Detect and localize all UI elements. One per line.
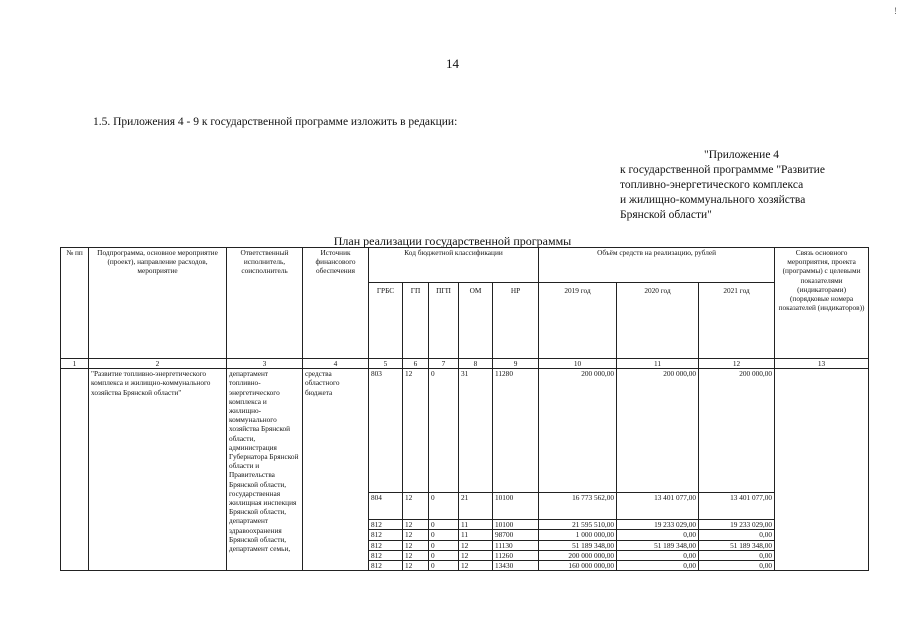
cell-grbs: 812 <box>369 561 403 571</box>
cell-grbs: 812 <box>369 550 403 560</box>
cell-nr: 10100 <box>493 493 539 520</box>
cell-om: 31 <box>459 369 493 493</box>
column-number: 1 <box>61 359 89 369</box>
cell-2020: 200 000,00 <box>617 369 699 493</box>
header-grbs: ГРБС <box>369 283 403 359</box>
cell-2021: 19 233 029,00 <box>699 520 775 530</box>
header-executor: Ответственный исполнитель, соисполнитель <box>227 248 303 359</box>
cell-npp <box>61 369 89 571</box>
cell-2021: 0,00 <box>699 550 775 560</box>
column-number: 10 <box>539 359 617 369</box>
header-budget-code: Код бюджетной классификации <box>369 248 539 283</box>
cell-2019: 200 000,00 <box>539 369 617 493</box>
header-om: ОМ <box>459 283 493 359</box>
header-name: Подпрограмма, основное мероприятие (проект), направление расходов, мероприятие <box>89 248 227 359</box>
cell-2019: 21 595 510,00 <box>539 520 617 530</box>
cell-2021: 13 401 077,00 <box>699 493 775 520</box>
cell-gp: 12 <box>403 493 429 520</box>
column-number: 11 <box>617 359 699 369</box>
cell-pgp: 0 <box>429 540 459 550</box>
column-number: 6 <box>403 359 429 369</box>
cell-executor: департамент топливно-энергетического комплекса и жилищно-коммунального хозяйства Брянской области, администрация Губернатора Брянской области и Правительства Брянской области, государственная жилищная инспекция Брянской области, департамент здравоохранения Брянской области, департамент семьи, <box>227 369 303 571</box>
cell-2020: 51 189 348,00 <box>617 540 699 550</box>
cell-grbs: 803 <box>369 369 403 493</box>
cell-nr: 11260 <box>493 550 539 560</box>
header-nr: НР <box>493 283 539 359</box>
cell-link <box>775 369 869 571</box>
cell-nr: 10100 <box>493 520 539 530</box>
appendix-line: к государственной программме "Развитие <box>620 164 825 176</box>
cell-nr: 11280 <box>493 369 539 493</box>
header-gp: ГП <box>403 283 429 359</box>
cell-gp: 12 <box>403 550 429 560</box>
intro-paragraph: 1.5. Приложения 4 - 9 к государственной программе изложить в редакции: <box>93 116 458 128</box>
cell-source: средства областного бюджета <box>303 369 369 571</box>
column-number: 2 <box>89 359 227 369</box>
cell-2019: 160 000 000,00 <box>539 561 617 571</box>
appendix-line: и жилищно-коммунального хозяйства <box>620 194 806 206</box>
cell-program-name: "Развитие топливно-энергетического комплекса и жилищно-коммунального хозяйства Брянской области" <box>89 369 227 571</box>
cell-2019: 51 189 348,00 <box>539 540 617 550</box>
plan-title: План реализации государственной программы <box>333 234 572 248</box>
column-number: 12 <box>699 359 775 369</box>
appendix-heading <box>620 148 825 223</box>
header-npp: № пп <box>61 248 89 359</box>
cell-pgp: 0 <box>429 520 459 530</box>
column-number: 13 <box>775 359 869 369</box>
cell-om: 11 <box>459 530 493 540</box>
header-source: Источник финансового обеспечения <box>303 248 369 359</box>
column-number: 5 <box>369 359 403 369</box>
column-number: 3 <box>227 359 303 369</box>
appendix-line: Брянской области" <box>620 209 712 221</box>
column-number: 8 <box>459 359 493 369</box>
cell-om: 12 <box>459 561 493 571</box>
page-number: 14 <box>446 56 459 71</box>
cell-pgp: 0 <box>429 493 459 520</box>
cell-2021: 200 000,00 <box>699 369 775 493</box>
cell-nr: 11130 <box>493 540 539 550</box>
column-number: 9 <box>493 359 539 369</box>
cell-2020: 0,00 <box>617 561 699 571</box>
cell-2021: 51 189 348,00 <box>699 540 775 550</box>
cell-nr: 98700 <box>493 530 539 540</box>
cell-pgp: 0 <box>429 530 459 540</box>
header-2021: 2021 год <box>699 283 775 359</box>
cell-pgp: 0 <box>429 550 459 560</box>
column-number-row <box>61 359 869 369</box>
header-volume: Объём средств на реализацию, рублей <box>539 248 775 283</box>
table-header-row <box>61 248 869 283</box>
cell-om: 12 <box>459 540 493 550</box>
corner-mark: ! <box>894 6 897 16</box>
cell-gp: 12 <box>403 540 429 550</box>
table-row <box>61 369 869 493</box>
cell-pgp: 0 <box>429 369 459 493</box>
column-number: 4 <box>303 359 369 369</box>
cell-nr: 13430 <box>493 561 539 571</box>
plan-table <box>60 247 869 571</box>
cell-2021: 0,00 <box>699 530 775 540</box>
cell-gp: 12 <box>403 520 429 530</box>
cell-om: 11 <box>459 520 493 530</box>
cell-2020: 0,00 <box>617 550 699 560</box>
header-2020: 2020 год <box>617 283 699 359</box>
cell-grbs: 812 <box>369 530 403 540</box>
cell-gp: 12 <box>403 561 429 571</box>
cell-gp: 12 <box>403 530 429 540</box>
cell-2020: 13 401 077,00 <box>617 493 699 520</box>
cell-2019: 1 000 000,00 <box>539 530 617 540</box>
cell-pgp: 0 <box>429 561 459 571</box>
cell-grbs: 812 <box>369 540 403 550</box>
cell-grbs: 812 <box>369 520 403 530</box>
cell-2020: 0,00 <box>617 530 699 540</box>
cell-2021: 0,00 <box>699 561 775 571</box>
cell-om: 12 <box>459 550 493 560</box>
header-2019: 2019 год <box>539 283 617 359</box>
cell-om: 21 <box>459 493 493 520</box>
column-number: 7 <box>429 359 459 369</box>
cell-2020: 19 233 029,00 <box>617 520 699 530</box>
cell-2019: 200 000 000,00 <box>539 550 617 560</box>
header-pgp: ПГП <box>429 283 459 359</box>
appendix-line: "Приложение 4 <box>704 149 780 161</box>
cell-grbs: 804 <box>369 493 403 520</box>
cell-2019: 16 773 562,00 <box>539 493 617 520</box>
header-link: Связь основного мероприятия, проекта (программы) с целевыми показателями (индикаторами) (порядковые номера показателей (индикаторов)) <box>775 248 869 359</box>
appendix-line: топливно-энергетического комплекса <box>620 179 804 191</box>
cell-gp: 12 <box>403 369 429 493</box>
